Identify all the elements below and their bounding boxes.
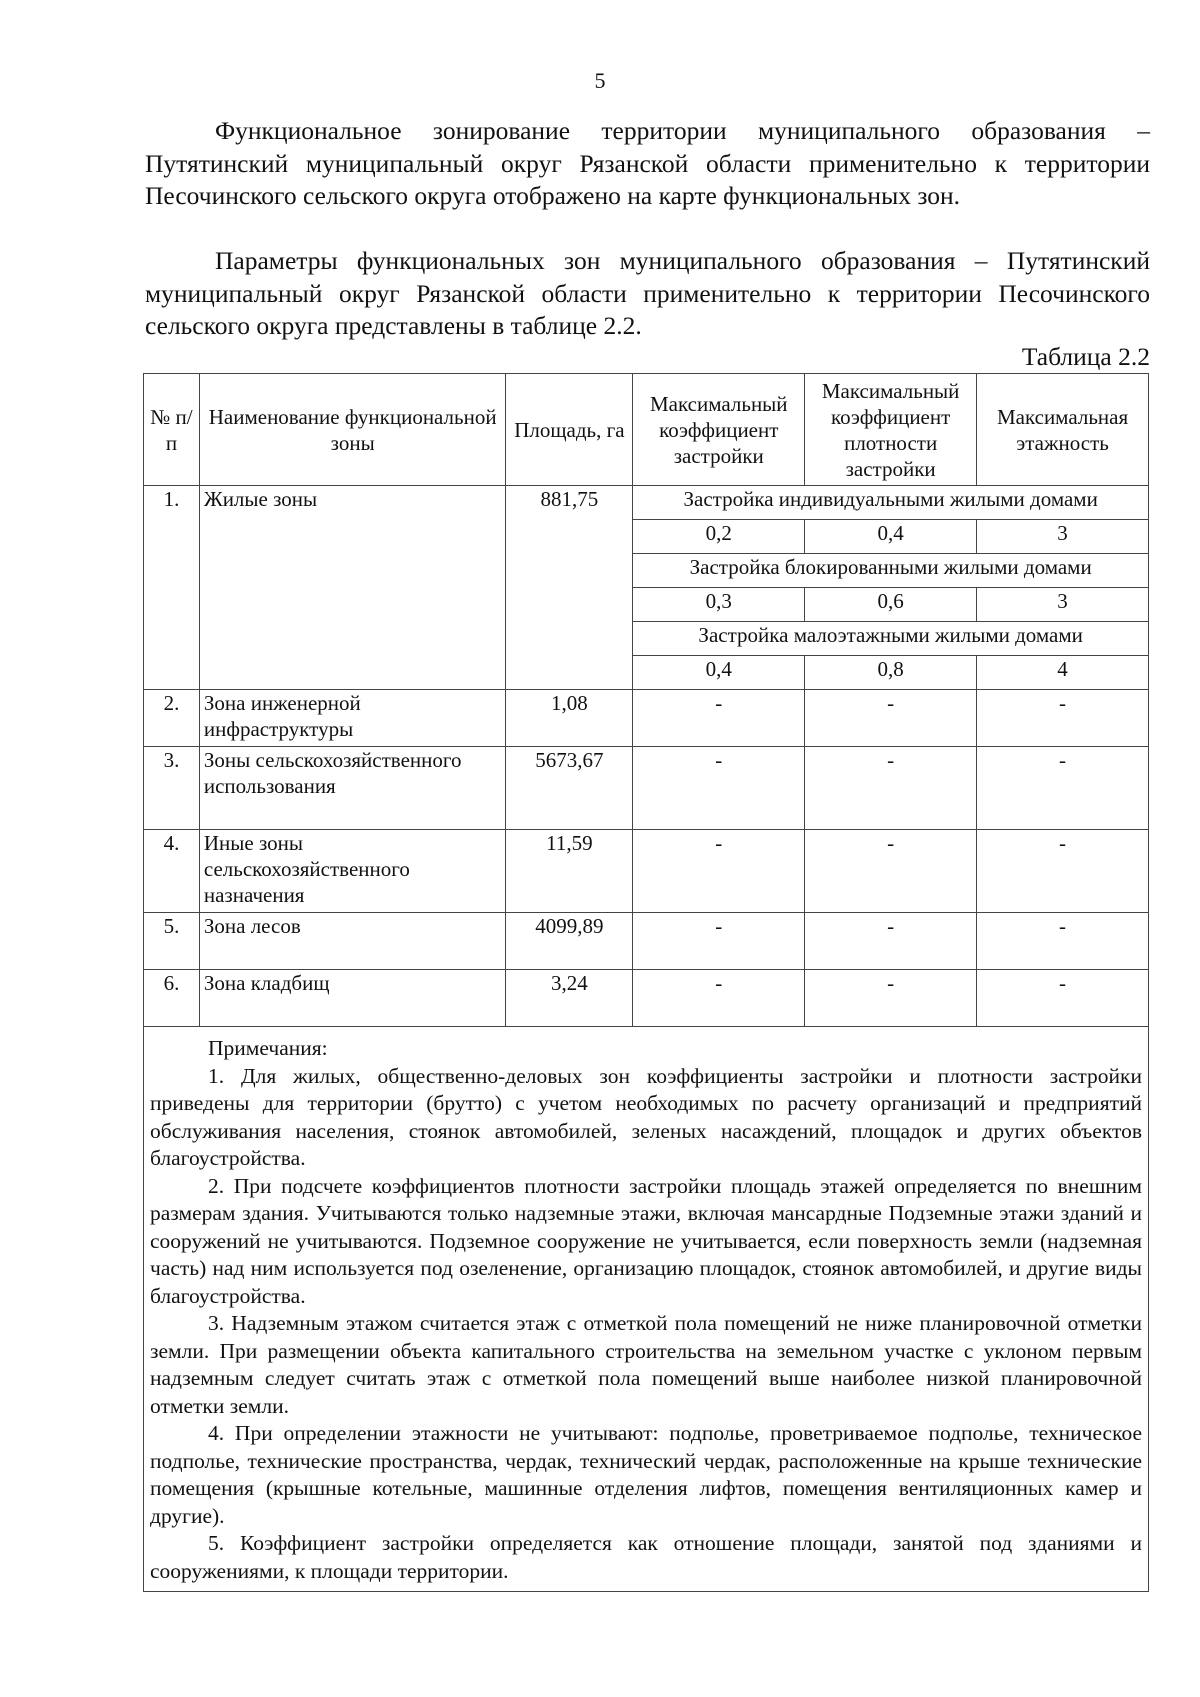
cell-density: 0,8 bbox=[805, 656, 977, 690]
cell-area: 5673,67 bbox=[506, 747, 633, 830]
cell-zone-name: Зона лесов bbox=[199, 913, 506, 970]
cell-zone-name: Зоны сельскохозяйственного использования bbox=[199, 747, 506, 830]
header-num: № п/п bbox=[144, 374, 200, 486]
header-max-coef: Максимальный коэффициент застройки bbox=[633, 374, 805, 486]
subgroup-label-blocked: Застройка блокированными жилыми домами bbox=[633, 554, 1149, 588]
header-area: Площадь, га bbox=[506, 374, 633, 486]
page-number: 5 bbox=[594, 68, 606, 93]
cell-coef: 0,2 bbox=[633, 520, 805, 554]
cell-floors: 3 bbox=[977, 588, 1149, 622]
cell-num: 6. bbox=[144, 970, 200, 1027]
cell-zone-name: Жилые зоны bbox=[199, 486, 506, 690]
cell-area: 3,24 bbox=[506, 970, 633, 1027]
intro-paragraph-parameters bbox=[145, 245, 1150, 343]
cell-area: 4099,89 bbox=[506, 913, 633, 970]
cell-density: - bbox=[805, 913, 977, 970]
table-caption: Таблица 2.2 bbox=[1021, 342, 1150, 371]
note-item: 3. Надземным этажом считается этаж с отметкой пола помещений не ниже планировочной отметки земли. При размещении объекта капитального строительства на земельном участке с уклоном первым надземным следует считать этаж с отметкой пола помещений выше наиболее низкой планировочной отметки земли. bbox=[150, 1311, 1142, 1418]
table-header-row bbox=[144, 374, 1149, 486]
note-item: 5. Коэффициент застройки определяется как отношение площади, занятой под зданиями и сооружениями, к площади территории. bbox=[150, 1531, 1142, 1583]
cell-density: - bbox=[805, 970, 977, 1027]
note-item: 2. При подсчете коэффициентов плотности застройки площадь этажей определяется по внешним размерам здания. Учитываются только надземные этажи, включая мансардные Подземные этажи зданий и сооружений не учитываются. Подземное сооружение не учитывается, если поверхность земли (надземная часть) над ним используется под озеленение, организацию площадок, стоянок автомобилей, и другие виды благоустройства. bbox=[150, 1173, 1142, 1308]
cell-floors: 3 bbox=[977, 520, 1149, 554]
functional-zones-table bbox=[143, 373, 1149, 1592]
note-item: 1. Для жилых, общественно-деловых зон коэффициенты застройки и плотности застройки приведены для территории (брутто) с учетом необходимых по расчету организаций и предприятий обслуживания населения, стоянок автомобилей, зеленых насаждений, площадок и других объектов благоустройства. bbox=[150, 1063, 1142, 1170]
cell-density: - bbox=[805, 747, 977, 830]
intro-paragraph-zoning bbox=[145, 115, 1150, 213]
cell-floors: - bbox=[977, 970, 1149, 1027]
table-notes-row bbox=[144, 1027, 1149, 1592]
table-row bbox=[144, 970, 1149, 1027]
cell-area: 881,75 bbox=[506, 486, 633, 690]
cell-area: 11,59 bbox=[506, 830, 633, 913]
subgroup-label-individual: Застройка индивидуальными жилыми домами bbox=[633, 486, 1149, 520]
note-item: 4. При определении этажности не учитывают: подполье, проветриваемое подполье, техническое подполье, технические пространства, чердак, технический чердак, расположенные на крыше технические помещения (крышные котельные, машинные отделения лифтов, помещения вентиляционных камер и другие). bbox=[150, 1421, 1142, 1528]
cell-density: - bbox=[805, 830, 977, 913]
cell-coef: - bbox=[633, 747, 805, 830]
cell-num: 4. bbox=[144, 830, 200, 913]
cell-coef: - bbox=[633, 830, 805, 913]
notes-title: Примечания: bbox=[208, 1036, 328, 1060]
cell-floors: 4 bbox=[977, 656, 1149, 690]
cell-density: 0,4 bbox=[805, 520, 977, 554]
cell-floors: - bbox=[977, 690, 1149, 747]
table-row bbox=[144, 690, 1149, 747]
cell-coef: - bbox=[633, 913, 805, 970]
cell-coef: - bbox=[633, 690, 805, 747]
cell-floors: - bbox=[977, 830, 1149, 913]
header-max-density: Максимальный коэффициент плотности застройки bbox=[805, 374, 977, 486]
cell-zone-name: Иные зоны сельскохозяйственного назначения bbox=[199, 830, 506, 913]
cell-num: 2. bbox=[144, 690, 200, 747]
cell-density: 0,6 bbox=[805, 588, 977, 622]
cell-num: 1. bbox=[144, 486, 200, 690]
table-row-residential bbox=[144, 486, 1149, 520]
cell-area: 1,08 bbox=[506, 690, 633, 747]
cell-zone-name: Зона кладбищ bbox=[199, 970, 506, 1027]
header-zone-name: Наименование функциональной зоны bbox=[199, 374, 506, 486]
cell-floors: - bbox=[977, 747, 1149, 830]
cell-num: 5. bbox=[144, 913, 200, 970]
table-notes bbox=[144, 1027, 1149, 1592]
table-row bbox=[144, 747, 1149, 830]
intro-paragraph-zoning-text: Функциональное зонирование территории муниципального образования – Путятинский муниципальный округ Рязанской области применительно к территории Песочинского сельского округа отображено на карте функциональных зон. bbox=[145, 116, 1150, 210]
cell-coef: 0,4 bbox=[633, 656, 805, 690]
cell-zone-name: Зона инженерной инфраструктуры bbox=[199, 690, 506, 747]
table-row bbox=[144, 830, 1149, 913]
table-row bbox=[144, 913, 1149, 970]
cell-density: - bbox=[805, 690, 977, 747]
cell-coef: 0,3 bbox=[633, 588, 805, 622]
subgroup-label-lowrise: Застройка малоэтажными жилыми домами bbox=[633, 622, 1149, 656]
cell-floors: - bbox=[977, 913, 1149, 970]
cell-coef: - bbox=[633, 970, 805, 1027]
intro-paragraph-parameters-text: Параметры функциональных зон муниципального образования – Путятинский муниципальный округ Рязанской области применительно к территории Песочинского сельского округа представлены в таблице 2.2. bbox=[145, 246, 1150, 340]
cell-num: 3. bbox=[144, 747, 200, 830]
header-max-floors: Максимальная этажность bbox=[977, 374, 1149, 486]
